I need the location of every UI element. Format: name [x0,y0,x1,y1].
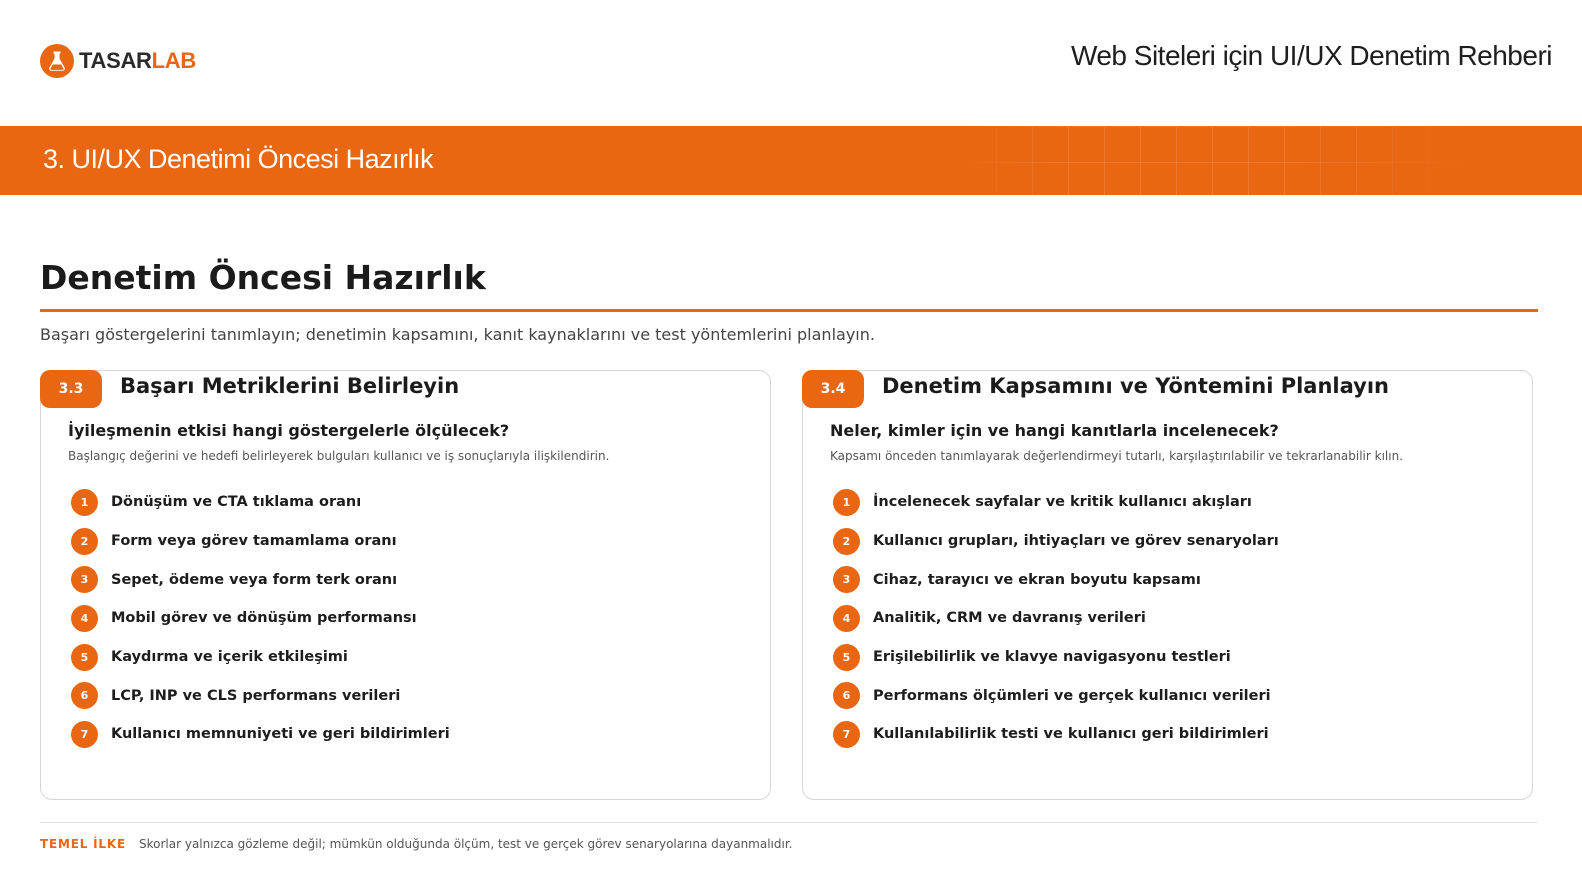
list-item-label: Analitik, CRM ve davranış verileri [873,610,1146,627]
document-title: Web Siteleri için UI/UX Denetim Rehberi [1070,40,1552,71]
list-item-label: Kullanıcı memnuniyeti ve geri bildirimleri [111,726,450,743]
list-item-label: Dönüşüm ve CTA tıklama oranı [111,494,362,511]
number-badge: 7 [71,721,98,748]
number-badge: 1 [833,489,860,516]
list-item [833,638,1279,677]
number-badge: 4 [71,605,98,632]
list-item-label: Kullanıcı grupları, ihtiyaçları ve görev senaryoları [873,533,1279,550]
number-badge: 6 [71,682,98,709]
metrics-list [71,483,450,754]
card-description: Başlangıç değerini ve hedefi belirleyerek bulguları kullanıcı ve iş sonuçlarıyla ilişkilendirin. [68,449,610,463]
list-item [833,676,1279,715]
card-audit-scope [802,370,1533,800]
list-item-label: LCP, INP ve CLS performans verileri [111,687,401,704]
flask-icon [40,44,74,78]
list-item [833,560,1279,599]
footer-label: TEMEL İLKE [40,837,126,851]
card-description: Kapsamı önceden tanımlayarak değerlendirmeyi tutarlı, karşılaştırılabilir ve tekrarlanabilir kılın. [830,449,1404,463]
list-item-label: Sepet, ödeme veya form terk oranı [111,571,398,588]
band-grid-pattern [960,126,1480,195]
card-title: Başarı Metriklerini Belirleyin [120,374,460,398]
section-title: 3. UI/UX Denetimi Öncesi Hazırlık [43,144,434,174]
list-item [833,599,1279,638]
header [0,0,1582,126]
footer-divider [40,822,1538,823]
intro-text: Başarı göstergelerini tanımlayın; denetimin kapsamını, kanıt kaynaklarını ve test yöntemlerini planlayın. [40,325,875,344]
card-question: İyileşmenin etkisi hangi göstergelerle ölçülecek? [68,421,510,440]
card-question: Neler, kimler için ve hangi kanıtlarla incelenecek? [830,421,1279,440]
list-item [71,638,450,677]
list-item [71,522,450,561]
card-success-metrics [40,370,771,800]
list-item-label: Cihaz, tarayıcı ve ekran boyutu kapsamı [873,571,1201,588]
brand-name-part2: LAB [151,48,196,73]
brand-logo[interactable] [40,44,196,78]
section-band [0,126,1582,195]
list-item [71,676,450,715]
number-badge: 7 [833,721,860,748]
list-item-label: Form veya görev tamamlama oranı [111,533,397,550]
heading-divider [40,309,1538,312]
list-item-label: Erişilebilirlik ve klavye navigasyonu testleri [873,649,1231,666]
page-heading: Denetim Öncesi Hazırlık [40,258,486,297]
number-badge: 3 [71,566,98,593]
scope-list [833,483,1279,754]
number-badge: 6 [833,682,860,709]
list-item [71,560,450,599]
card-badge: 3.4 [802,370,864,408]
number-badge: 4 [833,605,860,632]
card-badge: 3.3 [40,370,102,408]
number-badge: 1 [71,489,98,516]
number-badge: 2 [833,528,860,555]
brand-name-part1: TASAR [79,48,152,73]
number-badge: 5 [833,644,860,671]
number-badge: 3 [833,566,860,593]
footer-text: Skorlar yalnızca gözleme değil; mümkün olduğunda ölçüm, test ve gerçek görev senaryolarına dayanmalıdır. [139,837,793,851]
list-item [833,483,1279,522]
list-item-label: Mobil görev ve dönüşüm performansı [111,610,417,627]
list-item-label: Performans ölçümleri ve gerçek kullanıcı verileri [873,687,1271,704]
list-item-label: Kaydırma ve içerik etkileşimi [111,649,348,666]
list-item [833,522,1279,561]
list-item [71,483,450,522]
list-item-label: Kullanılabilirlik testi ve kullanıcı geri bildirimleri [873,726,1269,743]
number-badge: 5 [71,644,98,671]
number-badge: 2 [71,528,98,555]
brand-name [79,48,196,74]
list-item [833,715,1279,754]
card-title: Denetim Kapsamını ve Yöntemini Planlayın [882,374,1389,398]
list-item-label: İncelenecek sayfalar ve kritik kullanıcı akışları [873,494,1252,511]
list-item [71,599,450,638]
list-item [71,715,450,754]
